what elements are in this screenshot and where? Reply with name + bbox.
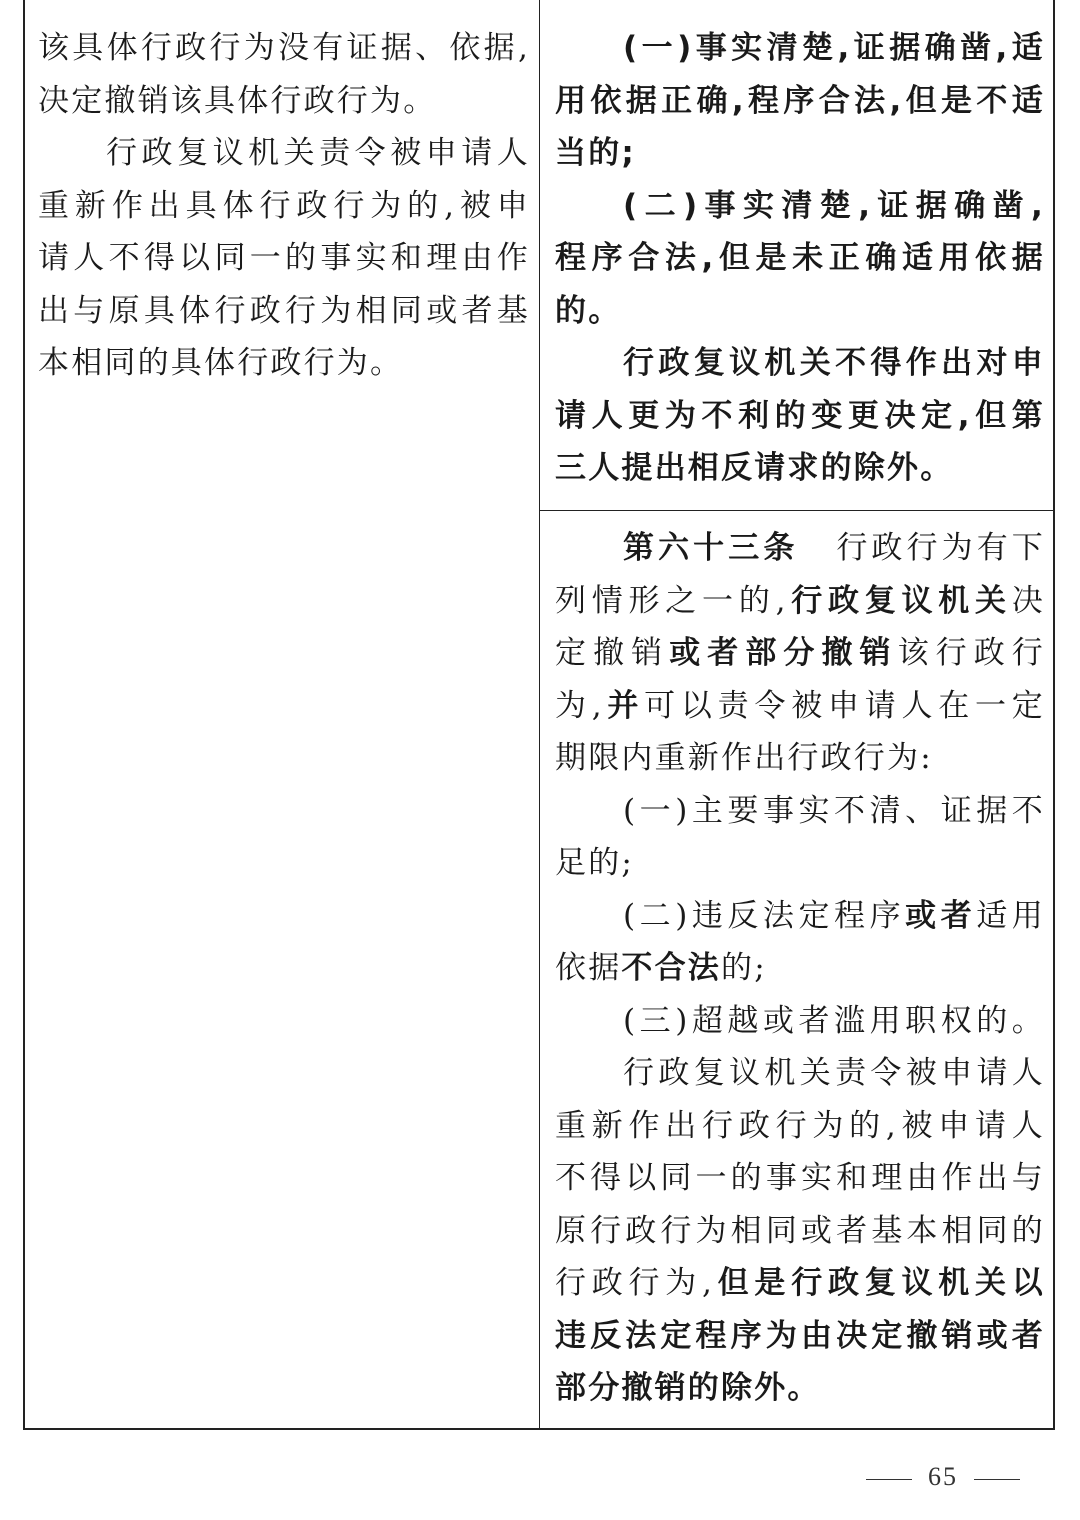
article-line: 部分撤销的除外。 — [555, 1370, 821, 1406]
article-line: 期限内重新作出行政行为: — [555, 740, 933, 776]
amended-text: 或者部分撤销 — [669, 635, 898, 671]
article-line — [555, 890, 1045, 943]
amended-text: 或者 — [905, 897, 977, 934]
right-line: 三人提出相反请求的除外。 — [555, 450, 954, 486]
article-text: 适用 — [976, 897, 1045, 934]
right-line: 当的; — [555, 135, 636, 171]
article-line: 行政复议机关责令被申请人 — [623, 1055, 1045, 1091]
article-line: 不得以同一的事实和理由作出与 — [555, 1160, 1045, 1196]
article-line — [555, 522, 1045, 575]
article-text: (二)违反法定程序 — [623, 897, 906, 934]
right-line: 行政复议机关不得作出对申 — [623, 345, 1045, 381]
article-line — [555, 680, 1045, 733]
column-divider — [539, 0, 540, 1430]
article-line — [555, 1257, 1045, 1310]
article-line: 违反法定程序为由决定撤销或者 — [555, 1317, 1045, 1354]
right-line: 用依据正确,程序合法,但是不适 — [555, 82, 1045, 119]
article-text: 的; — [721, 950, 767, 986]
article-line — [555, 575, 1045, 628]
footer-dash — [866, 1479, 912, 1480]
article-title: 第六十三条 — [623, 530, 799, 566]
article-text: 可以责令被申请人在一定 — [644, 687, 1045, 724]
right-line: 请人更为不利的变更决定,但第 — [555, 397, 1045, 434]
article-line: 重新作出行政行为的,被申请人 — [555, 1107, 1045, 1144]
article-line: (三)超越或者滥用职权的。 — [623, 1002, 1045, 1039]
page-number: 65 — [928, 1462, 958, 1491]
left-line: 本相同的具体行政行为。 — [38, 345, 404, 381]
article-text: 行政行为, — [555, 1265, 715, 1301]
amended-text: 不合法 — [621, 950, 722, 986]
right-line: (二)事实清楚,证据确凿, — [623, 187, 1045, 224]
article-text: 行政行为有下 — [834, 530, 1045, 566]
article-text: 为, — [555, 687, 604, 724]
right-line: (一)事实清楚,证据确凿,适 — [623, 30, 1045, 66]
article-text: 定撤销 — [555, 635, 670, 671]
left-line: 重新作出具体行政行为的,被申 — [38, 187, 530, 224]
right-top-cell — [555, 22, 1045, 495]
article-line: (一)主要事实不清、证据不 — [623, 792, 1045, 829]
amended-text: 行政复议机关 — [787, 582, 1012, 619]
amended-text: 但是行政复议机关以 — [714, 1265, 1045, 1301]
left-line: 行政复议机关责令被申请人 — [106, 135, 530, 171]
left-line: 该具体行政行为没有证据、依据, — [38, 30, 530, 66]
article-line — [555, 942, 1045, 995]
footer-dash — [974, 1479, 1020, 1480]
left-line: 请人不得以同一的事实和理由作 — [38, 240, 530, 276]
article-text: 列情形之一的, — [555, 582, 788, 619]
left-column — [38, 22, 530, 390]
article-text: 决 — [1011, 582, 1045, 619]
article-text: 依据 — [555, 950, 622, 986]
right-bottom-cell — [555, 522, 1045, 1415]
article-text: 该行政行 — [897, 635, 1045, 671]
row-divider — [539, 510, 1055, 511]
left-line: 出与原具体行政行为相同或者基 — [38, 292, 530, 329]
right-line: 程序合法,但是未正确适用依据 — [555, 240, 1045, 276]
right-line: 的。 — [555, 292, 622, 329]
article-line — [555, 627, 1045, 680]
left-line: 决定撤销该具体行政行为。 — [38, 82, 437, 119]
amended-text: 并 — [603, 687, 645, 724]
article-line: 足的; — [555, 845, 635, 881]
page-footer — [850, 1462, 1036, 1492]
article-line: 原行政行为相同或者基本相同的 — [555, 1212, 1045, 1249]
